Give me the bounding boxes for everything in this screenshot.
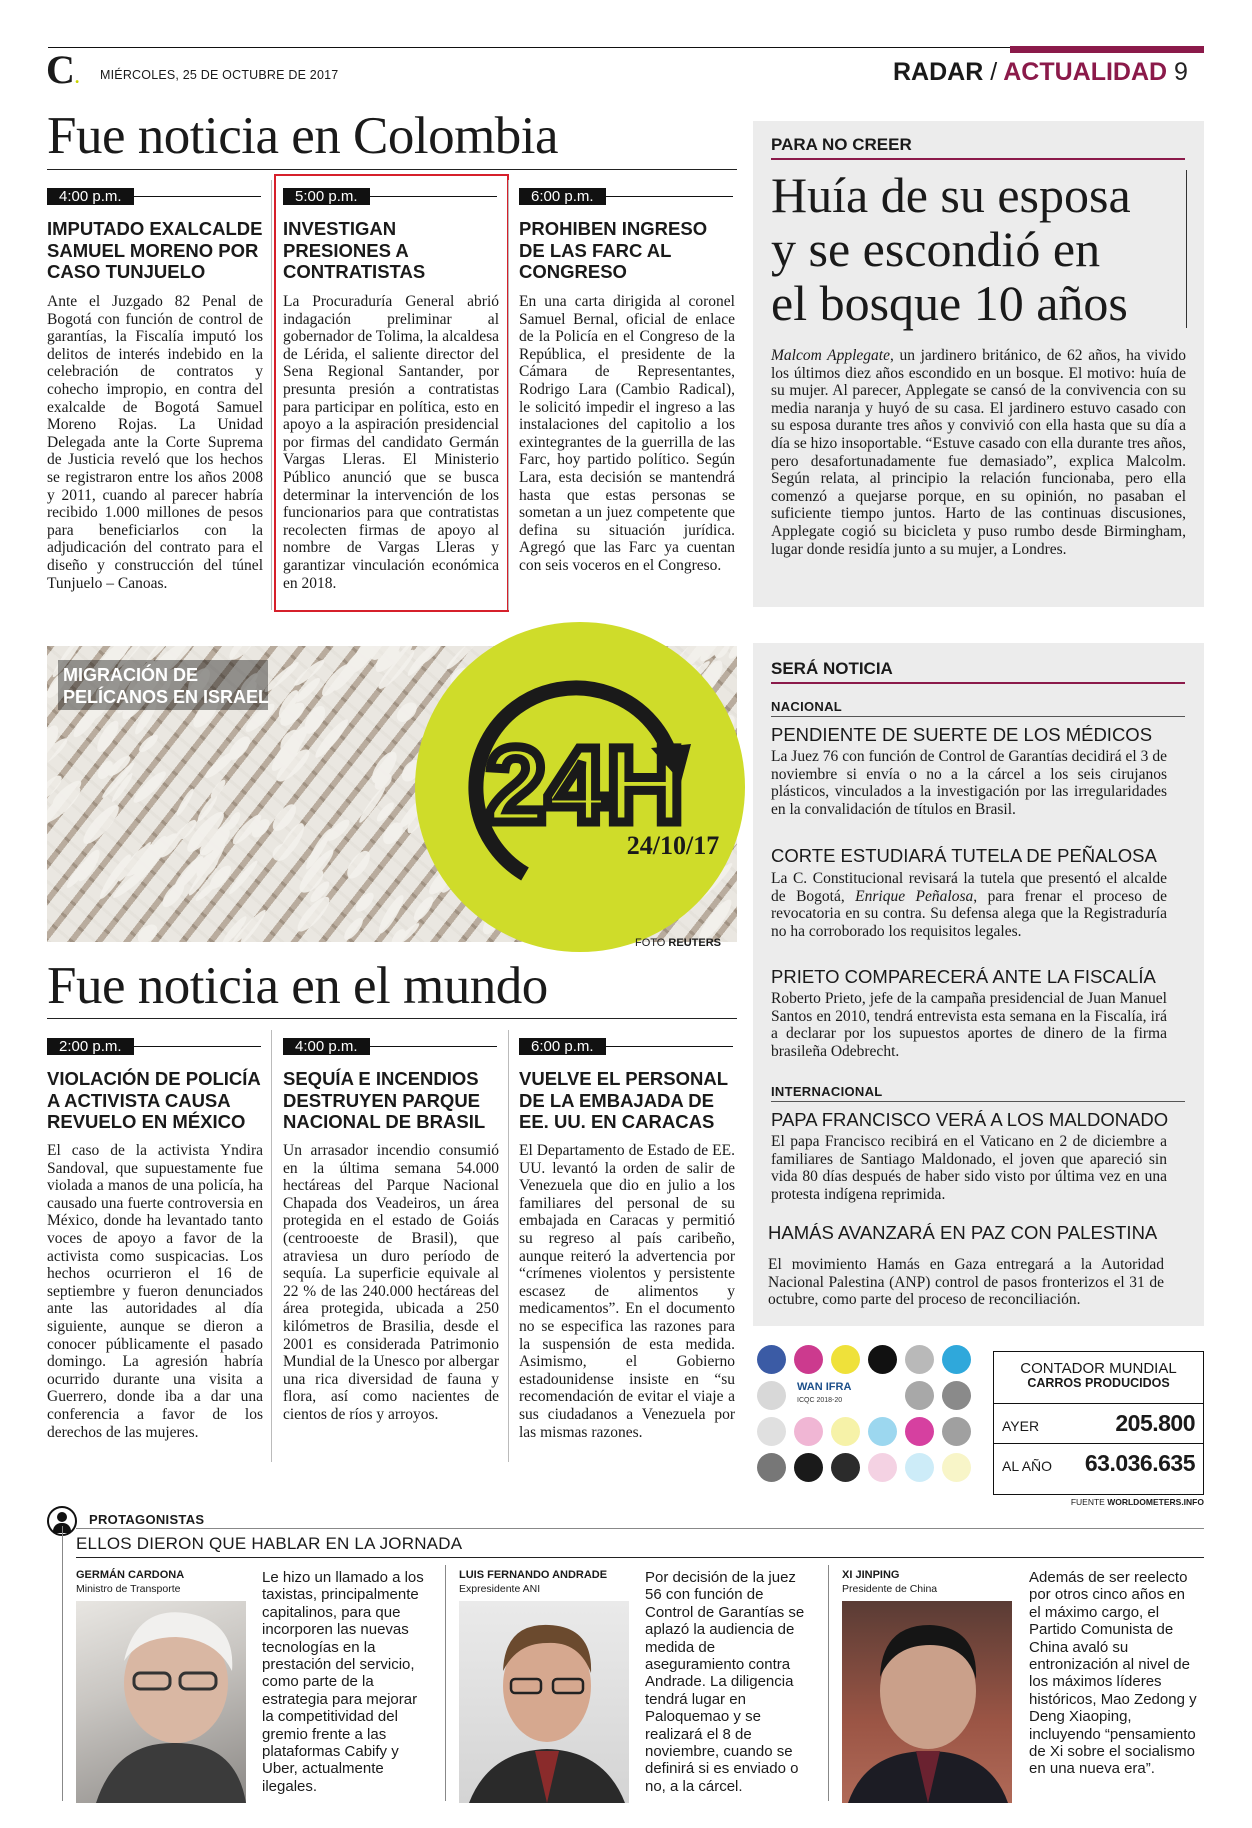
pelican-shape	[134, 921, 161, 942]
colombia-title-rule	[47, 169, 737, 170]
body-text: , un jardinero británico, de 62 años, ha vivido los últimos diez años escondido en un bosque. El motivo: huía de su mujer. Al parecer, Applegate se cansó de la convivencia con su media naranja y huyó de su casa. El jardinero estuvo casado con su esposa durante tres años y convivió con ella hasta que su día a día se hizo insoportable. “Estuve casado con ella durante tres años, pero desafortunadamente fue demasiado”, explica Malcolm. Según relata, al principio la relación funcionaba, pero ella comenzó a quejarse porque, en su opinión, no pasaban el suficiente tiempo juntos. Harto de las continuas discusiones, Applegate cogió su bicicleta y puso rumbo desde Birmingham, lugar donde residía junto a su mujer, a Londres.	[771, 347, 1186, 558]
person-photo	[842, 1601, 1012, 1803]
internacional-label: INTERNACIONAL	[771, 1084, 883, 1099]
story-body: La Procuraduría General abrió indagación preliminar al gobernador de Tolima, la alcaldesa de Lérida, el saliente director del Sena Regional Santander, por presunta presión a contratistas para participar en política, esto en apoyo a la aspiración presidencial por firmas del candidato Germán Vargas Lleras. El Ministerio Público anunció que se busca determinar la intervención de los funcionarios para que contratistas recolecten firmas de apoyo al nombre de Vargas Lleras y garantizar vinculación económica en 2018.	[283, 293, 499, 592]
subsection-rule	[771, 716, 1185, 717]
section-header	[893, 58, 1188, 87]
badge-date: 24/10/17	[626, 831, 720, 860]
person-role: Presidente de China	[842, 1583, 938, 1595]
protagonistas-label: PROTAGONISTAS	[89, 1512, 205, 1527]
color-swatch	[905, 1417, 934, 1446]
wan-ifra-logo: WAN IFRA	[797, 1381, 852, 1393]
portrait-figure	[842, 1601, 1012, 1803]
news-body: El papa Francisco recibirá en el Vaticano en 2 de diciembre a familiares de Santiago Maldonado, el joven que apareció sin vida 80 días después de haber sido visto por última vez en una protesta indígena reprimida.	[771, 1133, 1167, 1203]
story-body: En una carta dirigida al coronel Samuel Bernal, oficial de enlace de la Policía en el Congreso de la República, el presidente de la Cámara de Representantes, Rodrigo Lara (Cambio Radical), le solicitó impedir el ingreso a las instalaciones del capitolio a los exintegrantes de la guerrilla de las Farc, hoy partido político. Según Lara, esta decisión se mantendrá hasta que estas personas se sometan a un juez competente que defina su situación jurídica. Agregó que las Farc ya cuentan con seis voceros en el Congreso.	[519, 293, 735, 574]
color-swatch	[942, 1417, 971, 1446]
mundo-title-rule	[47, 1018, 737, 1019]
person-name: GERMÁN CARDONA	[76, 1569, 185, 1581]
person-text: Por decisión de la juez 56 con función de Control de Garantías se aplazó la audiencia de medida de aseguramiento contra Andrade. La diligencia tendrá lugar en Paloquemao y se realizará el 8 de noviembre, cuando se definirá si es enviado o no, a la cárcel.	[645, 1569, 805, 1795]
label-rule	[771, 158, 1185, 160]
accent-rule	[1010, 46, 1204, 53]
story-time: 6:00 p.m.	[519, 188, 606, 205]
column-divider	[828, 1565, 829, 1801]
subsection-name: ACTUALIDAD	[1003, 58, 1168, 86]
story-headline: SEQUÍA E INCENDIOS DESTRUYEN PARQUE NACIONAL DE BRASIL	[283, 1068, 486, 1132]
color-swatch	[794, 1345, 823, 1374]
color-swatch	[757, 1417, 786, 1446]
story-body: El Departamento de Estado de EE. UU. levantó la orden de salir de Venezuela que dio en julio a los familiares del personal de su embajada en Caracas y permitió su regreso al país caribeño, aunque reiteró la advertencia por “crímenes violentos y persistente escasez de alimentos y medicamentos”. En el documento no se especifica las razones para la suspensión de esta medida. Asimismo, el Gobierno estadounidense insiste en “su recomendación de evitar el viaje a sus ciudadanos a Venezuela por las mismas razones.	[519, 1142, 735, 1441]
color-swatch	[942, 1381, 971, 1410]
color-swatch	[868, 1345, 897, 1374]
source-name: WORLDOMETERS.INFO	[1107, 1497, 1204, 1507]
icqc-label: ICQC 2018-20	[797, 1397, 843, 1404]
section-name: RADAR	[893, 58, 984, 86]
news-body: La C. Constitucional revisará la tutela que presentó el alcalde de Bogotá, Enrique Peñalosa, para frenar el proceso de revocatoria en su contra. Su defensa alega que la Registraduría no ha corroborado los requisitos legales.	[771, 870, 1168, 940]
color-swatch	[942, 1345, 971, 1374]
para-no-creer-label: PARA NO CREER	[771, 135, 912, 154]
story-headline: IMPUTADO EXALCALDE SAMUEL MORENO POR CASO TUNJUELO	[47, 218, 263, 282]
title-line: el bosque 10 años	[771, 275, 1128, 331]
caption-line: MIGRACIÓN DE	[63, 665, 198, 685]
nacional-label: NACIONAL	[771, 699, 843, 714]
person-photo	[459, 1601, 629, 1803]
color-swatch	[831, 1345, 860, 1374]
title-line: y se escondió en	[771, 221, 1101, 277]
news-body: Roberto Prieto, jefe de la campaña presidencial de Juan Manuel Santos en 2010, tendrá entrevista esta semana en la Fiscalía, irá a declarar por los supuestos aportes de dinero de la firma brasileña Odebrecht.	[771, 990, 1167, 1060]
color-swatch	[757, 1453, 786, 1482]
credit-source: REUTERS	[668, 937, 721, 949]
story-headline: VUELVE EL PERSONAL DE LA EMBAJADA DE EE. UU. EN CARACAS	[519, 1068, 728, 1132]
contador-rule	[994, 1443, 1203, 1444]
badge-24h-text: 24H	[485, 724, 685, 845]
story-time: 2:00 p.m.	[47, 1038, 134, 1055]
source-prefix: FUENTE	[1070, 1497, 1105, 1507]
news-headline: PAPA FRANCISCO VERÁ A LOS MALDONADO	[771, 1109, 1169, 1130]
sera-noticia-label: SERÁ NOTICIA	[771, 659, 893, 678]
contador-mundial	[993, 1351, 1204, 1495]
person-name: XI JINPING	[842, 1569, 900, 1581]
story-body: Ante el Juzgado 82 Penal de Bogotá con función de control de garantías, la Fiscalía imputó los delitos de interés indebido en la celebración de contratos y cohecho impropio, en contra del exalcalde de Bogotá Samuel Moreno Rojas. La Unidad Delegada ante la Corte Suprema de Justicia reveló que los hechos se registraron entre los años 2008 y 2011, cuando al parecer habría recibido 1.000 millones de pesos para beneficiarlos con la adjudicación del contrato para el diseño y construcción del túnel Tunjuelo – Canoas.	[47, 293, 263, 592]
contador-rule	[994, 1403, 1203, 1404]
protagonistas-subtitle: ELLOS DIERON QUE HABLAR EN LA JORNADA	[76, 1534, 463, 1553]
ano-value: 63.036.635	[1084, 1450, 1195, 1476]
photo-caption	[63, 664, 269, 708]
story-time: 4:00 p.m.	[47, 188, 134, 205]
news-body: La Juez 76 con función de Control de Garantías decidirá el 3 de noviembre si envía o no a la cárcel a los seis cirujanos plásticos, vinculados a la investigación por las irregularidades en la convalidación de títulos en Brasil.	[771, 748, 1167, 818]
portrait-figure	[76, 1601, 246, 1803]
pelican-shape	[93, 718, 122, 755]
title-rule	[1186, 170, 1187, 328]
color-swatch	[794, 1453, 823, 1482]
caption-line: PELÍCANOS EN ISRAEL	[63, 687, 270, 707]
credit-prefix: FOTO	[635, 937, 666, 949]
column-divider	[271, 180, 272, 610]
protagonistas-sub-rule	[76, 1557, 1204, 1558]
news-headline: PENDIENTE DE SUERTE DE LOS MÉDICOS	[771, 724, 1153, 745]
color-swatch	[757, 1381, 786, 1410]
person-text: Le hizo un llamado a los taxistas, principalmente capitalinos, para que incorporen las nuevas tecnologías en la prestación del servicio, como parte de la estrategia para mejorar la competitividad del gremio frente a las plataformas Cabify y Uber, actualmente ilegales.	[262, 1569, 424, 1795]
portrait-figure	[459, 1601, 629, 1803]
color-swatch	[757, 1345, 786, 1374]
label-rule	[771, 682, 1185, 684]
color-swatch	[942, 1453, 971, 1482]
news-body: El movimiento Hamás en Gaza entregará a la Autoridad Nacional Palestina (ANP) control de pasos fronterizos el 31 de octubre, como parte del proceso de reconciliación.	[768, 1256, 1164, 1309]
pelican-shape	[318, 661, 354, 700]
story-time: 4:00 p.m.	[283, 1038, 370, 1055]
news-headline: PRIETO COMPARECERÁ ANTE LA FISCALÍA	[771, 966, 1156, 987]
story-headline: INVESTIGAN PRESIONES A CONTRATISTAS	[283, 218, 426, 282]
ayer-label: AYER	[1002, 1418, 1040, 1434]
ayer-value: 205.800	[1115, 1410, 1195, 1436]
column-divider	[508, 1030, 509, 1462]
dateline: MIÉRCOLES, 25 DE OCTUBRE DE 2017	[100, 68, 339, 82]
24h-badge	[415, 622, 745, 952]
story-headline: PROHIBEN INGRESO DE LAS FARC AL CONGRESO	[519, 218, 708, 282]
color-swatch	[831, 1453, 860, 1482]
pelican-shape	[137, 732, 161, 755]
contador-source	[1071, 1497, 1204, 1507]
column-divider	[508, 180, 509, 610]
story-time: 6:00 p.m.	[519, 1038, 606, 1055]
colombia-title: Fue noticia en Colombia	[47, 107, 559, 165]
contador-title: CONTADOR MUNDIAL	[1020, 1360, 1177, 1377]
story-body: Un arrasador incendio consumió en la última semana 54.000 hectáreas del Parque Nacional Chapada dos Veadeiros, un área protegida en el estado de Goiás (centrooeste de Brasil), que atraviesa un duro período de sequía. La superficie equivale al 22 % de las 240.000 hectáreas del área protegida, ubicada a 250 kilómetros de Brasilia, desde el 2001 es considerada Patrimonio Mundial de la Unesco por albergar una rica diversidad de fauna y flora, así como nacientes de cientos de ríos y arroyos.	[283, 1142, 499, 1423]
section-separator: /	[990, 58, 998, 86]
pelican-shape	[353, 890, 377, 915]
para-no-creer-title	[771, 168, 1181, 330]
ano-label: AL AÑO	[1002, 1458, 1053, 1474]
news-headline: HAMÁS AVANZARÁ EN PAZ CON PALESTINA	[768, 1222, 1158, 1243]
title-line: Huía de su esposa	[771, 167, 1131, 223]
pelican-shape	[341, 915, 366, 942]
pelican-shape	[208, 778, 227, 800]
pelican-shape	[174, 787, 195, 817]
protagonistas-side-rule	[62, 1526, 63, 1801]
page-number: 9	[1174, 58, 1188, 86]
color-swatch	[905, 1345, 934, 1374]
story-body: El caso de la activista Yndira Sandoval, que supuestamente fue violada a manos de una policía, ha causado una fuerte controversia en México, donde ha levantado tanto voces de apoyo a favor de la activista como suspicacias. Los hechos ocurrieron el 16 de septiembre y fueron denunciados ante las autoridades al día siguiente, aunque se dieron a conocer públicamente el pasado domingo. La agresión habría ocurrido durante una visita a Guerrero, donde iba a dar una conferencia a favor de los derechos de las mujeres.	[47, 1142, 263, 1441]
person-text: Además de ser reelecto por otros cinco años en el máximo cargo, el Partido Comunista de China avaló su entronización al nivel de los máximos líderes históricos, Mao Zedong y Deng Xiaoping, incluyendo “pensamiento de Xi sobre el socialismo en una nueva era”.	[1029, 1569, 1197, 1778]
color-swatch	[794, 1417, 823, 1446]
pelican-shape	[374, 800, 396, 824]
color-swatch	[905, 1453, 934, 1482]
masthead-logo: C.	[46, 47, 80, 92]
pelican-shape	[227, 858, 260, 896]
story-time: 5:00 p.m.	[283, 188, 370, 205]
color-swatch	[868, 1417, 897, 1446]
story-headline: VIOLACIÓN DE POLICÍA A ACTIVISTA CAUSA REVUELO EN MÉXICO	[47, 1068, 261, 1132]
pelican-shape	[130, 768, 169, 806]
person-name: LUIS FERNANDO ANDRADE	[459, 1569, 608, 1581]
contador-subtitle: CARROS PRODUCIDOS	[1027, 1376, 1170, 1390]
color-swatch	[868, 1453, 897, 1482]
news-headline: CORTE ESTUDIARÁ TUTELA DE PEÑALOSA	[771, 845, 1157, 866]
column-divider	[271, 1030, 272, 1462]
person-role: Ministro de Transporte	[76, 1583, 181, 1595]
protagonistas-top-rule	[76, 1528, 1204, 1529]
photo-credit	[635, 937, 721, 949]
mundo-title: Fue noticia en el mundo	[47, 957, 548, 1015]
pelican-shape	[343, 847, 374, 882]
person-role: Expresidente ANI	[459, 1583, 541, 1595]
color-swatch	[831, 1417, 860, 1446]
column-divider	[445, 1565, 446, 1801]
pelican-shape	[79, 801, 124, 849]
person-photo	[76, 1601, 246, 1803]
color-control-bar	[757, 1345, 982, 1480]
lead-name: Malcom Applegate	[771, 347, 890, 364]
para-no-creer-body	[771, 347, 1186, 558]
color-swatch	[905, 1381, 934, 1410]
subsection-rule	[771, 1101, 1185, 1102]
